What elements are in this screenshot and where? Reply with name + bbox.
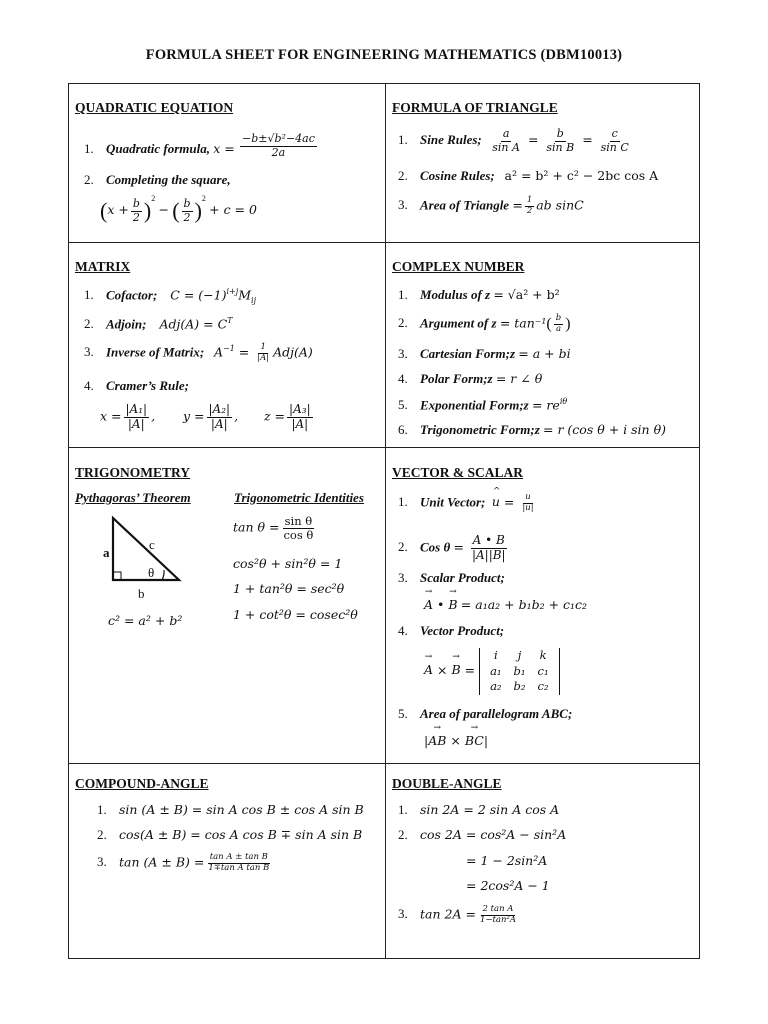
identity-3: 1 + cot²θ = cosec²θ — [233, 607, 358, 622]
modulus: 1. Modulus of z = √a² + b² — [398, 287, 560, 302]
compound-tan: 3. tan (A ± B) = $\frac{\text{tan A ± tan B}}{\text{1∓tan A tan B}}$ — [97, 852, 270, 873]
inverse-matrix: 3. Inverse of Matrix; $A^{-1}$ = $\frac{1}{|A|}$ Adj(A) — [84, 342, 313, 363]
quadratic-fraction: $\frac{\text{−b±√b²−4ac}}{2a}$ — [242, 132, 315, 159]
triangle-heading: FORMULA OF TRIANGLE — [392, 100, 558, 115]
sine-rules: 1. Sine Rules; $\frac{a}{\text{sin A}}$ = $\frac{b}{\text{sin B}}$ = $\frac{c}{\text{sin C}}$ — [398, 127, 629, 154]
parallelogram-area: 5. Area of parallelogram ABC; — [398, 706, 573, 721]
quadratic-heading: QUADRATIC EQUATION — [75, 100, 234, 115]
adjoin: 2. Adjoin; $Adj(A) = C^T$ — [84, 316, 233, 332]
tan-identity: tan θ = $\frac{\text{sin θ}}{\text{cos θ}}$ — [233, 514, 314, 543]
right-triangle-diagram — [96, 510, 196, 600]
vector-heading: VECTOR & SCALAR — [392, 465, 524, 480]
double-sin: 1. sin 2A = 2 sin A cos A — [398, 802, 560, 817]
triangle-side-c: c — [149, 537, 155, 552]
cramers-rule: 4. Cramer’s Rule; — [84, 378, 189, 393]
identity-2: 1 + tan²θ = sec²θ — [233, 581, 345, 596]
row-divider — [68, 447, 700, 448]
cosine-rules: 2. Cosine Rules; a² = b² + c² − 2bc cos A — [398, 168, 659, 183]
compound-heading: COMPOUND-ANGLE — [75, 776, 209, 791]
trigonometric-form: 6. Trigonometric Form;z = r (cos θ + i sin θ) — [398, 422, 666, 437]
row-divider — [68, 242, 700, 243]
triangle-side-b: b — [138, 586, 145, 601]
cramer-y: y = $\frac{\text{|A₂|}}{|A|}$ , — [183, 402, 239, 431]
cos-theta-vector: 2. Cos θ = $\frac{A • B}{|A||B|}$ — [398, 533, 506, 562]
scalar-product: 3. Scalar Product; — [398, 570, 505, 585]
polar-form: 4. Polar Form;z = r ∠ θ — [398, 371, 543, 386]
exponential-form: 5. Exponential Form;z = $re^{i\theta}$ — [398, 397, 568, 413]
matrix-heading: MATRIX — [75, 259, 131, 274]
argument: 2. Argument of z = tan⁻¹( $\frac{b}{a}$ ) — [398, 313, 571, 334]
cramer-x: x = $\frac{\text{|A₁|}}{|A|}$ , — [100, 402, 156, 431]
determinant-matrix: i j k a₁ b₁ c₁ a₂ b₂ c₂ — [479, 648, 560, 695]
vector-product: 4. Vector Product; — [398, 623, 505, 638]
pythagoras-title: Pythagoras’ Theorem — [75, 490, 191, 505]
cartesian-form: 3. Cartesian Form;z = a + bi — [398, 346, 571, 361]
triangle-angle-theta: θ — [148, 565, 155, 580]
completing-square: 2. Completing the square, — [84, 172, 231, 187]
compound-cos: 2. cos(A ± B) = cos A cos B ∓ sin A sin B — [97, 827, 363, 842]
trigonometry-heading: TRIGONOMETRY — [75, 465, 191, 480]
double-cos: 2. cos 2A = cos²A − sin²A — [398, 827, 567, 842]
identities-title: Trigonometric Identities — [234, 490, 364, 505]
scalar-product-formula: → A • → B = a₁a₂ + b₁b₂ + c₁c₂ — [424, 597, 587, 613]
compound-sin: 1. sin (A ± B) = sin A cos B ± cos A sin B — [97, 802, 364, 817]
page-title: FORMULA SHEET FOR ENGINEERING MATHEMATICS (DBM10013) — [145, 47, 623, 63]
row-divider — [68, 763, 700, 764]
double-cos-alt-1: = 1 − 2sin²A — [466, 853, 548, 868]
cofactor: 1. Cofactor; $C = (-1)^{i+j}M_{ij}$ — [84, 287, 257, 305]
double-cos-alt-2: = 2cos²A − 1 — [466, 878, 550, 893]
area-of-triangle: 3. Area of Triangle = $\frac{1}{2}$ ab sinC — [398, 195, 584, 216]
double-heading: DOUBLE-ANGLE — [392, 776, 502, 791]
quadratic-formula: 1. Quadratic formula, x = $\frac{\text{−b±√b²−4ac}}{2a}$ — [84, 132, 315, 159]
pythagoras-formula: c² = a² + b² — [108, 613, 183, 628]
triangle-side-a: a — [103, 545, 110, 560]
completing-square-expression: (x + $\frac{b}{2}$ )$^2$ − ( $\frac{b}{2}$ )$^2$ + c = 0 — [100, 193, 257, 224]
complex-heading: COMPLEX NUMBER — [392, 259, 525, 274]
identity-1: cos²θ + sin²θ = 1 — [233, 556, 343, 571]
double-tan: 3. tan 2A = $\frac{\text{2 tan A}}{\text{1−tan²A}}$ — [398, 904, 516, 925]
unit-vector: 1. Unit Vector; ^ u = $\frac{u}{|u|}$ — [398, 493, 538, 514]
parallelogram-area-formula: |→ AB × → BC| — [424, 733, 488, 749]
cramer-z: z = $\frac{\text{|A₃|}}{|A|}$ — [264, 402, 311, 431]
vector-product-determinant: → A × → B = i j k a₁ b₁ c₁ a₂ b₂ c₂ — [424, 648, 560, 695]
column-divider — [385, 83, 386, 959]
